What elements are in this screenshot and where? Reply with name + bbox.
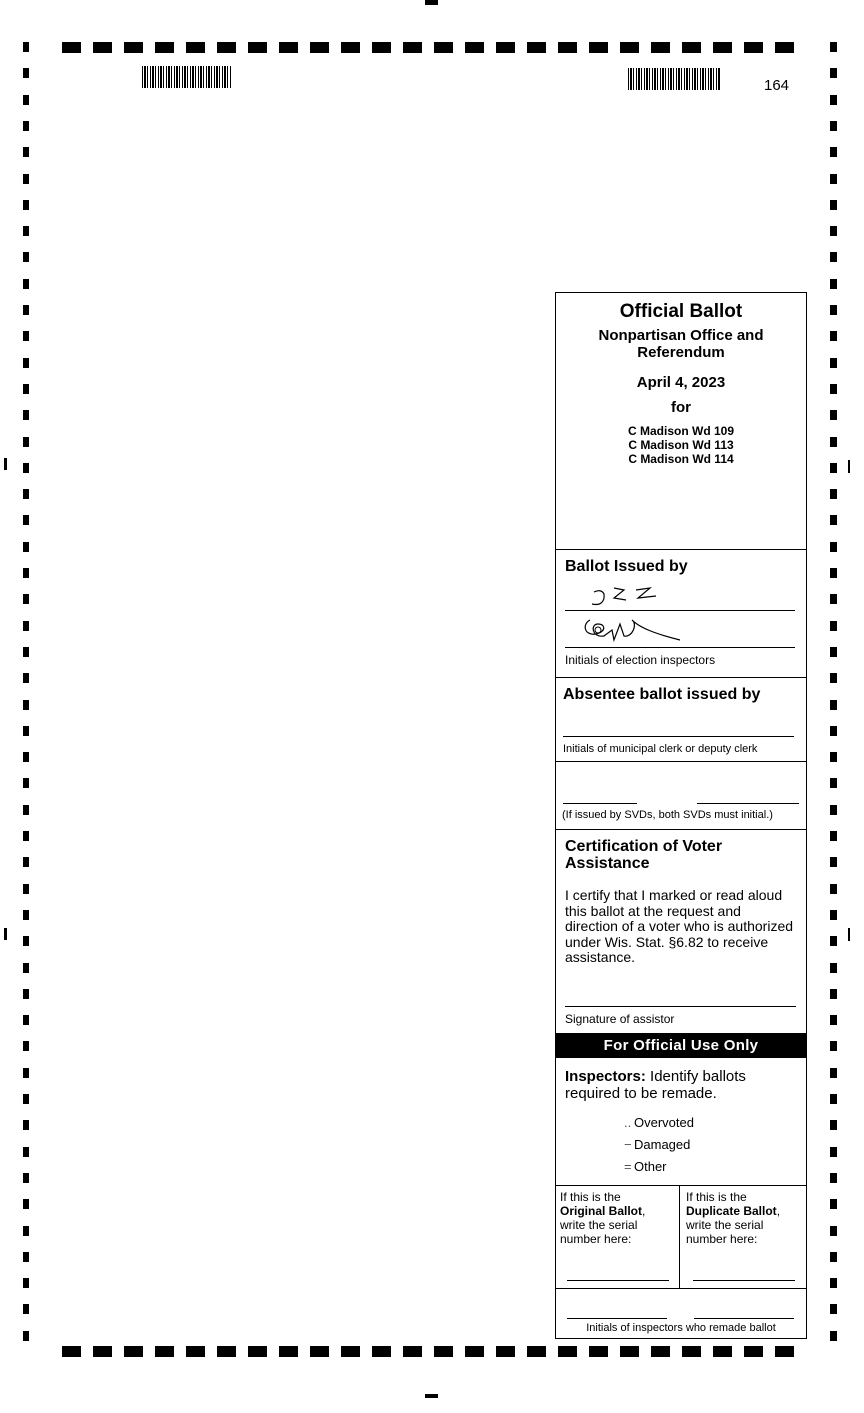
issued-line-1: [565, 610, 795, 611]
svd-line-right: [697, 803, 799, 804]
timing-mark-top: [496, 42, 515, 53]
timing-mark-top: [682, 42, 701, 53]
timing-mark-right: [830, 673, 837, 683]
timing-mark-top: [589, 42, 608, 53]
absentee-heading: Absentee ballot issued by: [563, 686, 761, 703]
timing-mark-bottom: [775, 1346, 794, 1357]
timing-mark-right: [830, 778, 837, 788]
timing-mark-left: [23, 305, 29, 315]
timing-mark-right: [830, 936, 837, 946]
timing-mark-left: [23, 489, 29, 499]
absentee-caption: Initials of municipal clerk or deputy clerk: [563, 743, 758, 755]
timing-mark-left: [23, 68, 29, 78]
timing-mark-left: [23, 1304, 29, 1314]
remade-line-left: [567, 1318, 667, 1319]
ward-2: C Madison Wd 113: [628, 438, 734, 452]
timing-mark-top: [403, 42, 422, 53]
timing-mark-left: [23, 331, 29, 341]
timing-mark-top: [93, 42, 112, 53]
ward-3: C Madison Wd 114: [628, 452, 734, 466]
timing-mark-top: [558, 42, 577, 53]
serial-section: [556, 1185, 806, 1288]
timing-mark-right: [830, 726, 837, 736]
timing-mark-right: [830, 95, 837, 105]
timing-mark-left: [23, 279, 29, 289]
timing-mark-left: [23, 963, 29, 973]
timing-mark-left: [23, 700, 29, 710]
timing-mark-left: [23, 989, 29, 999]
timing-mark-right: [830, 1068, 837, 1078]
checkbox-icon: =: [624, 1159, 632, 1174]
timing-mark-right: [830, 568, 837, 578]
timing-mark-left: [23, 252, 29, 262]
timing-mark-left: [23, 226, 29, 236]
timing-mark-left: [23, 384, 29, 394]
timing-mark-left: [23, 1173, 29, 1183]
inspector-initials-signature: [576, 584, 696, 654]
timing-mark-bottom: [434, 1346, 453, 1357]
timing-mark-left: [23, 1226, 29, 1236]
timing-mark-top: [62, 42, 81, 53]
timing-mark-left: [23, 1068, 29, 1078]
timing-mark-bottom: [465, 1346, 484, 1357]
timing-mark-right: [830, 1331, 837, 1341]
assistor-caption: Signature of assistor: [565, 1012, 675, 1026]
timing-mark-left: [23, 1252, 29, 1262]
timing-mark-bottom: [682, 1346, 701, 1357]
timing-mark-left: [23, 621, 29, 631]
timing-mark-bottom: [744, 1346, 763, 1357]
absentee-line: [563, 736, 794, 737]
timing-mark-left: [23, 647, 29, 657]
timing-mark-left: [23, 358, 29, 368]
timing-mark-right: [830, 305, 837, 315]
timing-mark-top: [651, 42, 670, 53]
timing-mark-right: [830, 647, 837, 657]
timing-mark-left: [23, 568, 29, 578]
barcode-left: [142, 66, 232, 88]
timing-mark-bottom: [713, 1346, 732, 1357]
svd-caption: (If issued by SVDs, both SVDs must initial.): [562, 809, 773, 821]
timing-mark-left: [23, 752, 29, 762]
registration-mark-right: [848, 928, 850, 941]
timing-mark-bottom: [124, 1346, 143, 1357]
remade-caption: Initials of inspectors who remade ballot: [586, 1322, 776, 1334]
timing-mark-top: [527, 42, 546, 53]
timing-mark-left: [23, 437, 29, 447]
timing-mark-right: [830, 857, 837, 867]
timing-mark-right: [830, 200, 837, 210]
timing-mark-top: [217, 42, 236, 53]
timing-mark-left: [23, 174, 29, 184]
timing-mark-left: [23, 831, 29, 841]
timing-mark-left: [23, 936, 29, 946]
ballot-title: Official Ballot: [619, 301, 743, 322]
serial-number: 164: [764, 77, 790, 94]
timing-mark-right: [830, 621, 837, 631]
timing-mark-right: [830, 1015, 837, 1025]
timing-mark-left: [23, 542, 29, 552]
election-date: April 4, 2023: [636, 374, 726, 391]
timing-mark-top: [713, 42, 732, 53]
timing-mark-left: [23, 594, 29, 604]
timing-mark-top: [744, 42, 763, 53]
timing-mark-right: [830, 1094, 837, 1104]
timing-mark-left: [23, 463, 29, 473]
issued-caption: Initials of election inspectors: [565, 653, 716, 667]
registration-mark-top: [425, 0, 438, 5]
timing-mark-top: [310, 42, 329, 53]
timing-mark-left: [23, 884, 29, 894]
timing-mark-right: [830, 252, 837, 262]
timing-mark-right: [830, 1226, 837, 1236]
timing-mark-bottom: [403, 1346, 422, 1357]
timing-mark-right: [830, 1278, 837, 1288]
timing-mark-bottom: [310, 1346, 329, 1357]
timing-mark-left: [23, 1094, 29, 1104]
timing-mark-left: [23, 1041, 29, 1051]
assistor-signature-line: [565, 1006, 796, 1007]
timing-mark-right: [830, 700, 837, 710]
timing-mark-bottom: [651, 1346, 670, 1357]
option-overvoted[interactable]: .. Overvoted: [624, 1115, 694, 1130]
absentee-section: [556, 677, 806, 761]
timing-mark-right: [830, 68, 837, 78]
timing-mark-left: [23, 1199, 29, 1209]
timing-mark-right: [830, 1304, 837, 1314]
inspectors-text: Identify ballots required to be remade.: [565, 1068, 746, 1102]
option-other[interactable]: = Other: [624, 1159, 667, 1174]
timing-mark-bottom: [279, 1346, 298, 1357]
timing-mark-left: [23, 805, 29, 815]
timing-mark-right: [830, 1173, 837, 1183]
timing-mark-left: [23, 42, 29, 52]
timing-mark-top: [248, 42, 267, 53]
timing-mark-bottom: [341, 1346, 360, 1357]
timing-mark-right: [830, 147, 837, 157]
issued-section: [556, 549, 806, 677]
timing-mark-top: [465, 42, 484, 53]
inspectors-label: Inspectors:: [565, 1068, 646, 1085]
timing-mark-top: [775, 42, 794, 53]
barcode-right: [628, 68, 720, 90]
timing-mark-bottom: [558, 1346, 577, 1357]
timing-mark-left: [23, 857, 29, 867]
timing-mark-left: [23, 515, 29, 525]
timing-mark-right: [830, 42, 837, 52]
timing-mark-right: [830, 910, 837, 920]
timing-mark-left: [23, 200, 29, 210]
timing-mark-left: [23, 910, 29, 920]
registration-mark-right: [848, 460, 850, 473]
timing-mark-bottom: [248, 1346, 267, 1357]
certification-section: [556, 829, 806, 1033]
timing-mark-bottom: [527, 1346, 546, 1357]
timing-mark-bottom: [620, 1346, 639, 1357]
timing-mark-right: [830, 594, 837, 604]
option-damaged[interactable]: − Damaged: [624, 1137, 691, 1152]
timing-mark-left: [23, 1015, 29, 1025]
certification-heading: Certification of Voter Assistance: [565, 838, 723, 872]
for-label: for: [671, 399, 691, 416]
timing-mark-left: [23, 121, 29, 131]
timing-mark-right: [830, 542, 837, 552]
registration-mark-bottom: [425, 1394, 438, 1398]
timing-mark-right: [830, 437, 837, 447]
inspectors-instruction: [565, 1068, 800, 1102]
certification-body: I certify that I marked or read aloud this ballot at the request and direction of a voter who is authorized under Wis. Stat. §6.82 to receive assistance.: [565, 887, 794, 965]
timing-mark-top: [341, 42, 360, 53]
timing-mark-left: [23, 1120, 29, 1130]
timing-mark-right: [830, 963, 837, 973]
timing-mark-right: [830, 279, 837, 289]
issued-line-2: [565, 647, 795, 648]
timing-mark-bottom: [589, 1346, 608, 1357]
timing-mark-right: [830, 1199, 837, 1209]
timing-mark-top: [279, 42, 298, 53]
duplicate-serial-line: [693, 1280, 795, 1281]
timing-mark-bottom: [217, 1346, 236, 1357]
timing-mark-left: [23, 1278, 29, 1288]
ballot-info-panel: [555, 292, 807, 1339]
timing-mark-left: [23, 726, 29, 736]
timing-mark-right: [830, 331, 837, 341]
registration-mark-left: [4, 928, 7, 940]
original-ballot-note: If this is the Original Ballot, write the serial number here:: [560, 1190, 646, 1246]
timing-mark-top: [155, 42, 174, 53]
timing-mark-right: [830, 358, 837, 368]
timing-mark-right: [830, 805, 837, 815]
timing-mark-right: [830, 463, 837, 473]
issued-heading: Ballot Issued by: [565, 558, 688, 575]
timing-mark-right: [830, 831, 837, 841]
timing-mark-left: [23, 95, 29, 105]
svd-section: [556, 761, 806, 829]
ballot-subtitle: Nonpartisan Office and Referendum: [598, 327, 764, 361]
timing-mark-right: [830, 989, 837, 999]
timing-mark-right: [830, 515, 837, 525]
timing-mark-left: [23, 778, 29, 788]
timing-mark-bottom: [93, 1346, 112, 1357]
duplicate-ballot-note: If this is the Duplicate Ballot, write the serial number here:: [686, 1190, 781, 1246]
timing-mark-top: [372, 42, 391, 53]
original-serial-line: [567, 1280, 669, 1281]
timing-mark-top: [186, 42, 205, 53]
timing-mark-right: [830, 384, 837, 394]
ward-1: C Madison Wd 109: [627, 424, 734, 438]
timing-mark-right: [830, 1252, 837, 1262]
checkbox-icon: ..: [624, 1115, 632, 1130]
timing-mark-bottom: [496, 1346, 515, 1357]
timing-mark-right: [830, 884, 837, 894]
registration-mark-left: [4, 458, 7, 470]
timing-mark-left: [23, 1147, 29, 1157]
remade-line-right: [694, 1318, 794, 1319]
timing-mark-top: [434, 42, 453, 53]
timing-mark-left: [23, 410, 29, 420]
official-use-banner: For Official Use Only: [556, 1033, 806, 1058]
remade-section: [556, 1288, 806, 1338]
timing-mark-right: [830, 1120, 837, 1130]
timing-mark-bottom: [372, 1346, 391, 1357]
timing-mark-left: [23, 1331, 29, 1341]
timing-mark-bottom: [62, 1346, 81, 1357]
timing-mark-right: [830, 121, 837, 131]
timing-mark-right: [830, 226, 837, 236]
timing-mark-top: [124, 42, 143, 53]
timing-mark-right: [830, 1147, 837, 1157]
timing-mark-right: [830, 489, 837, 499]
timing-mark-bottom: [155, 1346, 174, 1357]
timing-mark-right: [830, 410, 837, 420]
timing-mark-bottom: [186, 1346, 205, 1357]
timing-mark-right: [830, 752, 837, 762]
svd-line-left: [563, 803, 637, 804]
timing-mark-right: [830, 174, 837, 184]
timing-mark-left: [23, 147, 29, 157]
timing-mark-right: [830, 1041, 837, 1051]
timing-mark-top: [620, 42, 639, 53]
timing-mark-left: [23, 673, 29, 683]
checkbox-icon: −: [624, 1137, 632, 1152]
